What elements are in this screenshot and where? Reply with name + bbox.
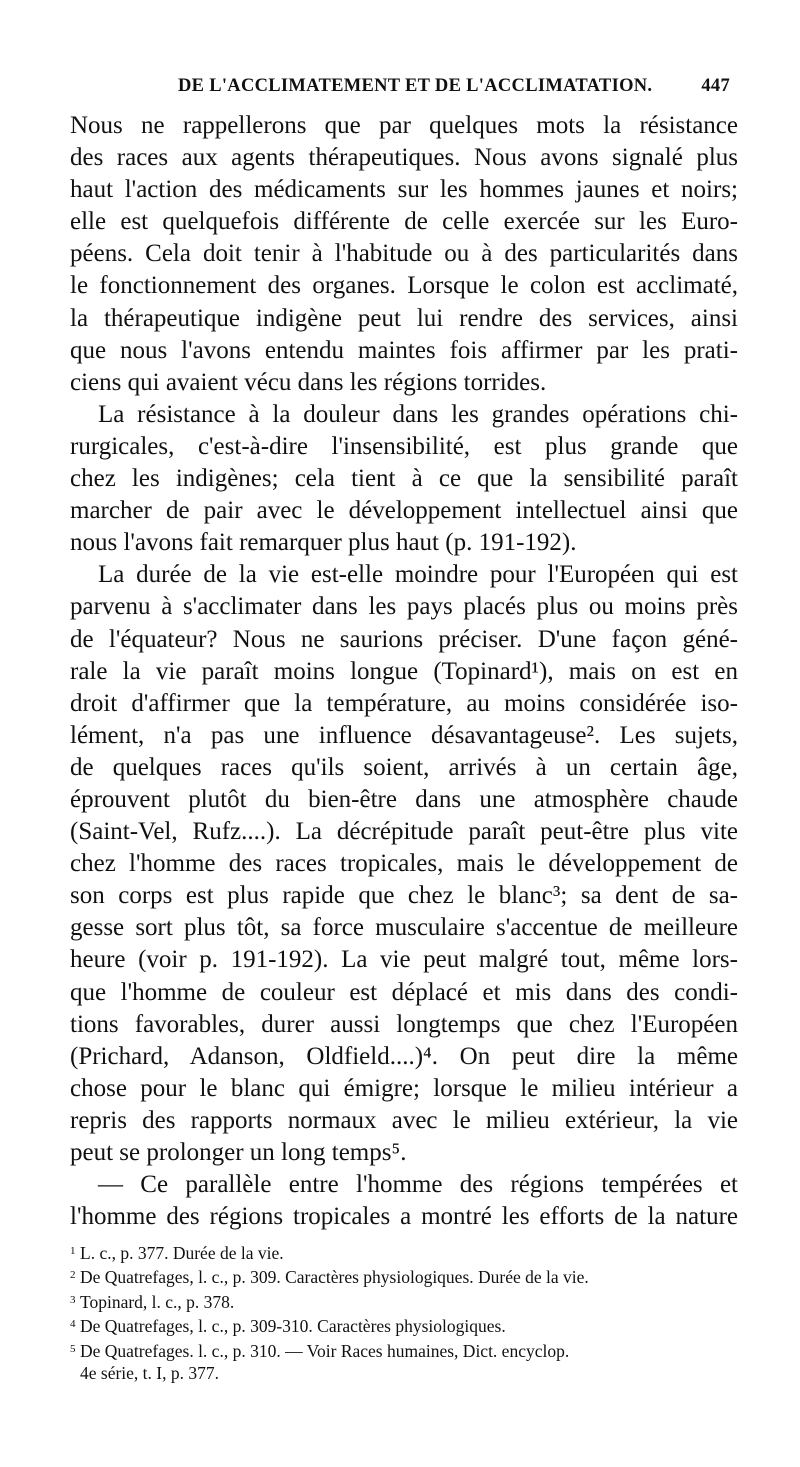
text-line: que l'homme de couleur est déplacé et mis dans des condi- [70, 978, 738, 1006]
footnote-mark: 3 [70, 1293, 76, 1306]
text-line: (Saint-Vel, Rufz....). La décrépitude paraît peut-être plus vite [70, 818, 738, 846]
text-line: parvenu à s'acclimater dans les pays placés plus ou moins près [70, 593, 738, 621]
footnote [70, 1313, 738, 1337]
text-line: repris des rapports normaux avec le milieu extérieur, la vie [70, 1106, 738, 1134]
footnote-mark: 1 [70, 1245, 76, 1257]
text-line: rurgicales, c'est-à-dire l'insensibilité, est plus grande que [70, 432, 738, 460]
footnote [70, 1338, 738, 1362]
text-line: La durée de la vie est-elle moindre pour l'Européen qui est [98, 561, 738, 589]
text-line: elle est quelquefois différente de celle exercée sur les Euro- [70, 208, 738, 236]
running-title: DE L'ACCLIMATEMENT ET DE L'ACCLIMATATION. [178, 76, 653, 96]
footnote-text: De Quatrefages, l. c., p. 309-310. Caractères physiologiques. [80, 1316, 506, 1337]
text-line: ciens qui avaient vécu dans les régions torrides. [70, 368, 547, 396]
text-line: de quelques races qu'ils soient, arrivés à un certain âge, [70, 753, 738, 781]
footnote-text: De Quatrefages, l. c., p. 309. Caractères physiologiques. Durée de la vie. [80, 1267, 589, 1288]
text-line: (Prichard, Adanson, Oldfield....)⁴. On peut dire la même [70, 1042, 738, 1070]
text-line: l'homme des régions tropicales a montré les efforts de la nature [70, 1203, 738, 1231]
text-line: éprouvent plutôt du bien-être dans une atmosphère chaude [70, 785, 738, 813]
text-line: peut se prolonger un long temps⁵. [70, 1139, 407, 1166]
text-line: La résistance à la douleur dans les grandes opérations chi- [98, 400, 738, 428]
text-line: de l'équateur? Nous ne saurions préciser. D'une façon géné- [70, 625, 738, 653]
text-line: droit d'affirmer que la température, au moins considérée iso- [70, 689, 738, 717]
text-line: chez les indigènes; cela tient à ce que la sensibilité paraît [70, 465, 738, 493]
text-line: la thérapeutique indigène peut lui rendre des services, ainsi [70, 304, 738, 332]
footnotes [70, 1240, 738, 1384]
footnote-text: L. c., p. 377. Durée de la vie. [80, 1243, 284, 1263]
footnote-text: De Quatrefages. l. c., p. 310. — Voir Races humaines, Dict. encyclop. [80, 1340, 570, 1361]
text-line: tions favorables, durer aussi longtemps que chez l'Européen [70, 1010, 738, 1038]
running-header [70, 76, 730, 102]
text-line: rale la vie paraît moins longue (Topinard¹), mais on est en [70, 657, 738, 685]
text-line: haut l'action des médicaments sur les hommes jaunes et noirs; [70, 176, 738, 204]
text-line: marcher de pair avec le développement intellectuel ainsi que [70, 497, 738, 525]
text-line: lément, n'a pas une influence désavantageuse². Les sujets, [70, 721, 738, 749]
text-line: nous l'avons fait remarquer plus haut (p. 191-192). [70, 529, 577, 557]
footnote-text: 4e série, t. I, p. 377. [80, 1363, 219, 1384]
footnote-mark: 5 [70, 1342, 76, 1355]
text-line: chose pour le blanc qui émigre; lorsque le milieu intérieur a [70, 1074, 738, 1102]
text-line: Nous ne rappellerons que par quelques mots la résistance [70, 112, 738, 139]
text-line: des races aux agents thérapeutiques. Nous avons signalé plus [70, 144, 738, 172]
footnote-mark: 2 [70, 1269, 76, 1282]
text-line: heure (voir p. 191-192). La vie peut malgré tout, même lors- [70, 946, 738, 974]
footnote [70, 1264, 738, 1288]
footnote-mark: 4 [70, 1318, 76, 1331]
text-line: — Ce parallèle entre l'homme des régions tempérées et [98, 1171, 738, 1199]
footnote [70, 1240, 738, 1264]
footnote [70, 1289, 738, 1313]
text-line: que nous l'avons entendu maintes fois affirmer par les prati- [70, 336, 738, 364]
body-text [70, 110, 738, 1233]
text-line: chez l'homme des races tropicales, mais le développement de [70, 850, 738, 878]
text-line: gesse sort plus tôt, sa force musculaire s'accentue de meilleure [70, 914, 738, 942]
text-line: son corps est plus rapide que chez le blanc³; sa dent de sa- [70, 882, 738, 910]
page-number: 447 [701, 76, 730, 96]
text-line: le fonctionnement des organes. Lorsque le colon est acclimaté, [70, 272, 738, 300]
footnote-text: Topinard, l. c., p. 378. [80, 1291, 235, 1312]
text-line: péens. Cela doit tenir à l'habitude ou à des particularités dans [70, 240, 738, 268]
footnote-continuation [70, 1362, 738, 1384]
